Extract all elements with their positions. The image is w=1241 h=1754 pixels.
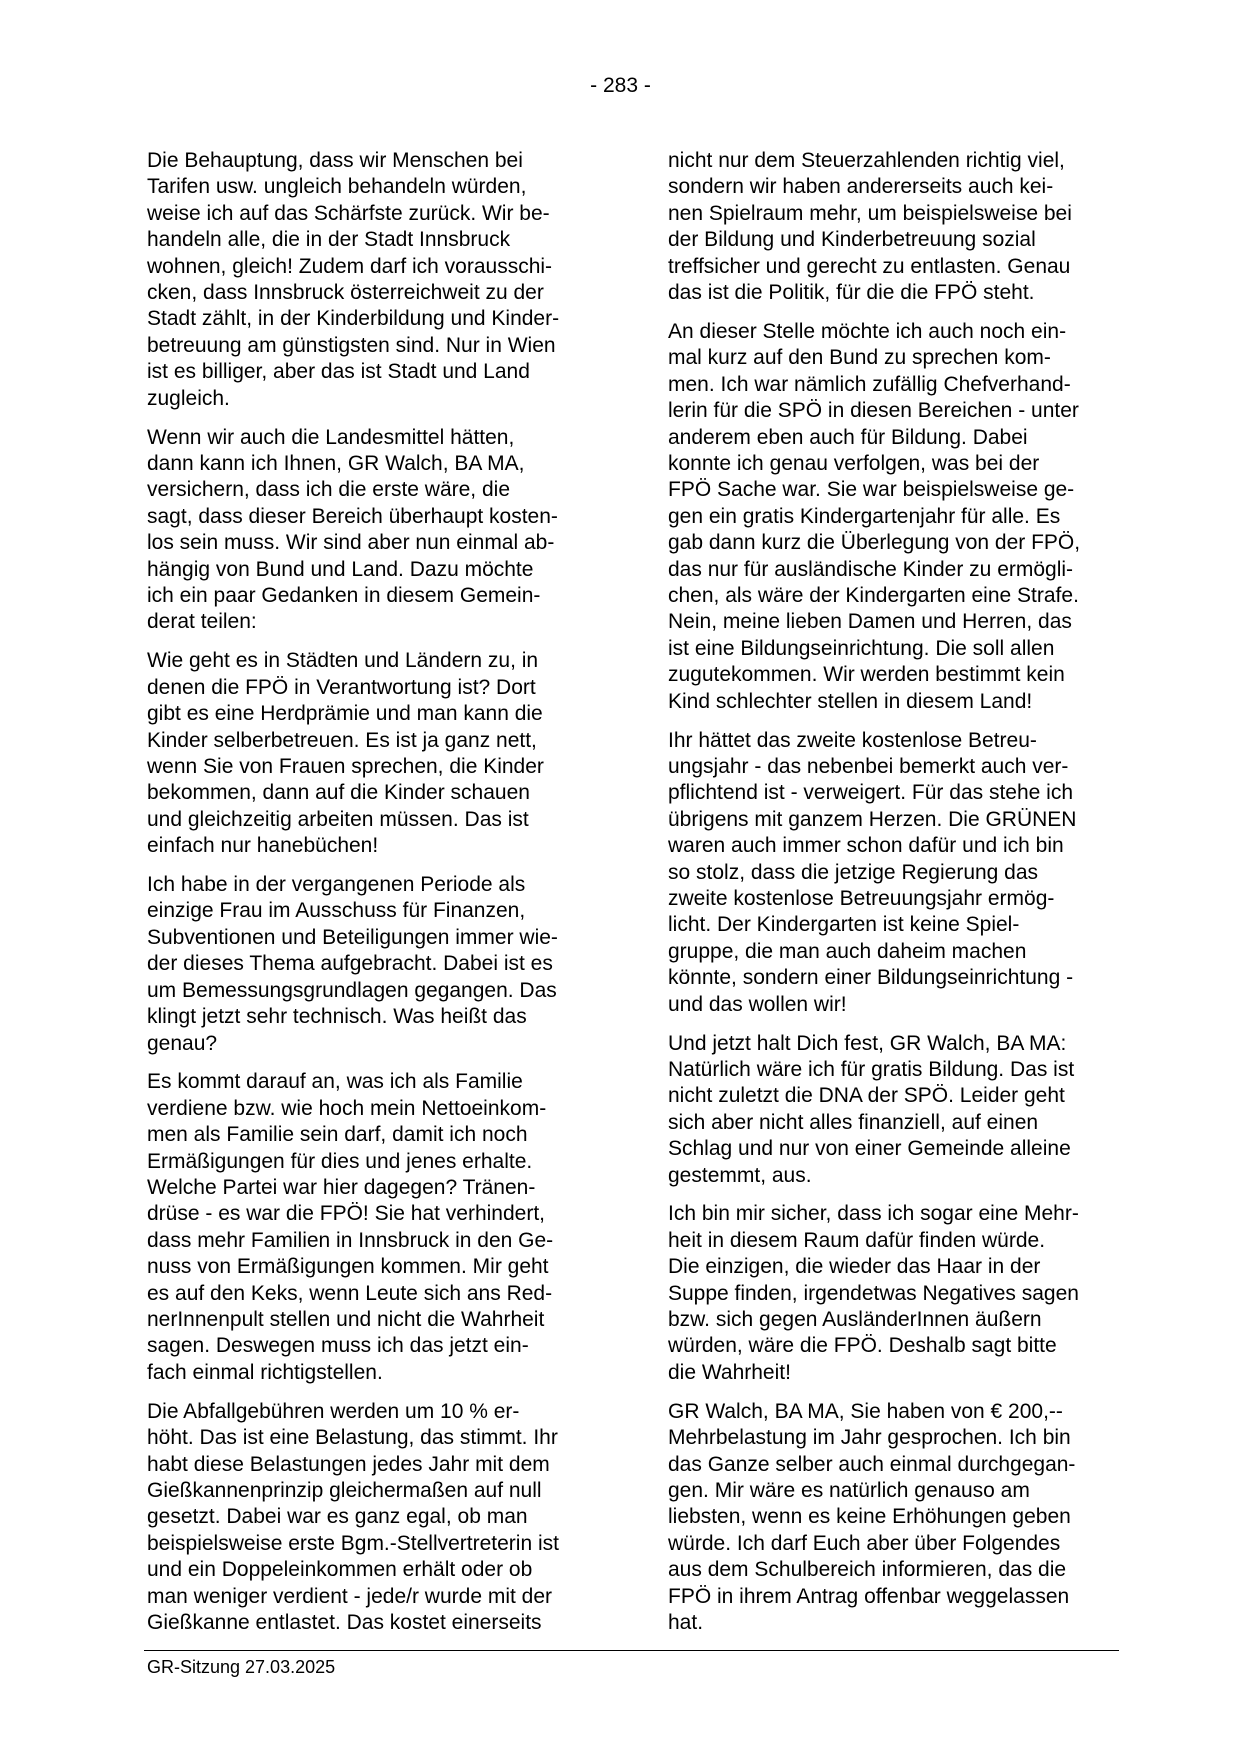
- paragraph: Die Behauptung, dass wir Menschen bei Tarifen usw. ungleich behandeln würden, weise ich auf das Schärfste zurück. Wir be- handeln alle, die in der Stadt Innsbruck wohnen, gleich! Zudem darf ich vorausschi- cken, dass Innsbruck österreichweit zu der Stadt zählt, in der Kinderbildung und Kinder- betreuung am günstigsten sind. Nur in Wien ist es billiger, aber das ist Stadt und Land zugleich.: [147, 149, 560, 410]
- paragraph: Ich habe in der vergangenen Periode als einzige Frau im Ausschuss für Finanzen, Subventionen und Beteiligungen immer wie- der dieses Thema aufgebracht. Dabei ist es um Bemessungsgrundlagen gegangen. Das klingt jetzt sehr technisch. Was heißt das genau?: [147, 873, 558, 1055]
- footer-session-date: GR-Sitzung 27.03.2025: [147, 1657, 336, 1677]
- paragraph: An dieser Stelle möchte ich auch noch ein- mal kurz auf den Bund zu sprechen kom- men. Ich war nämlich zufällig Chefverhand- lerin für die SPÖ in diesen Bereichen - unter anderem eben auch für Bildung. Dabei konnte ich genau verfolgen, was bei der FPÖ Sache war. Sie war beispielsweise ge- gen ein gratis Kindergartenjahr für alle. Es gab dann kurz die Überlegung von der FPÖ, das nur für ausländische Kinder zu ermögli- chen, als wäre der Kindergarten eine Strafe. Nein, meine lieben Damen und Herren, das ist eine Bildungseinrichtung. Die soll allen zugutekommen. Wir werden bestimmt kein Kind schlechter stellen in diesem Land!: [668, 319, 1081, 713]
- paragraph: GR Walch, BA MA, Sie haben von € 200,-- Mehrbelastung im Jahr gesprochen. Ich bin das Ganze selber auch einmal durchgegan- gen. Mir wäre es natürlich genauso am liebsten, wenn es keine Erhöhungen geben würde. Ich darf Euch aber über Folgendes aus dem Schulbereich informieren, das die FPÖ in ihrem Antrag offenbar weggelassen hat.: [668, 1399, 1076, 1635]
- left-column: [147, 148, 587, 1649]
- paragraph: Wie geht es in Städten und Ländern zu, in denen die FPÖ in Verantwortung ist? Dort gibt es eine Herdprämie und man kann die Kinder selberbetreuen. Es ist ja ganz nett, wenn Sie von Frauen sprechen, die Kinder bekommen, dann auf die Kinder schauen und gleichzeitig arbeiten müssen. Das ist einfach nur hanebüchen!: [147, 649, 544, 858]
- page-number: - 283 -: [590, 74, 651, 97]
- paragraph: Die Abfallgebühren werden um 10 % er- höht. Das ist eine Belastung, das stimmt. Ihr habt diese Belastungen jedes Jahr mit dem Gießkannenprinzip gleichermaßen auf null gesetzt. Dabei war es ganz egal, ob man beispielsweise erste Bgm.-Stellvertreterin ist und ein Doppeleinkommen erhält oder ob man weniger verdient - jede/r wurde mit der Gießkanne entlastet. Das kostet einerseits: [147, 1399, 559, 1635]
- paragraph: Ihr hättet das zweite kostenlose Betreu- ungsjahr - das nebenbei bemerkt auch ver- pflichtend ist - verweigert. Für das stehe ich übrigens mit ganzem Herzen. Die GRÜNEN waren auch immer schon dafür und ich bin so stolz, dass die jetzige Regierung das zweite kostenlose Betreuungsjahr ermög- licht. Der Kindergarten ist keine Spiel- gruppe, die man auch daheim machen könnte, sondern einer Bildungseinrichtung - und das wollen wir!: [668, 728, 1077, 1016]
- paragraph: Ich bin mir sicher, dass ich sogar eine Mehr- heit in diesem Raum dafür finden würde. Die einzigen, die wieder das Haar in der Suppe finden, irgendetwas Negatives sagen bzw. sich gegen AusländerInnen äußern würden, wäre die FPÖ. Deshalb sagt bitte die Wahrheit!: [668, 1202, 1079, 1384]
- right-column: [668, 148, 1108, 1649]
- paragraph: Wenn wir auch die Landesmittel hätten, dann kann ich Ihnen, GR Walch, BA MA, versichern, dass ich die erste wäre, die sagt, dass dieser Bereich überhaupt kosten- los sein muss. Wir sind aber nun einmal ab- hängig von Bund und Land. Dazu möchte ich ein paar Gedanken in diesem Gemein- derat teilen:: [147, 425, 558, 634]
- footer-divider: [144, 1650, 1119, 1651]
- paragraph: Es kommt darauf an, was ich als Familie verdiene bzw. wie hoch mein Nettoeinkom- men als Familie sein darf, damit ich noch Ermäßigungen für dies und jenes erhalte. Welche Partei war hier dagegen? Tränen- drüse - es war die FPÖ! Sie hat verhindert, dass mehr Familien in Innsbruck in den Ge- nuss von Ermäßigungen kommen. Mir geht es auf den Keks, wenn Leute sich ans Red- nerInnenpult stellen und nicht die Wahrheit sagen. Deswegen muss ich das jetzt ein- fach einmal richtigstellen.: [147, 1070, 554, 1384]
- paragraph: Und jetzt halt Dich fest, GR Walch, BA MA: Natürlich wäre ich für gratis Bildung. Das ist nicht zuletzt die DNA der SPÖ. Leider geht sich aber nicht alles finanziell, auf einen Schlag und nur von einer Gemeinde alleine gestemmt, aus.: [668, 1031, 1075, 1187]
- paragraph: nicht nur dem Steuerzahlenden richtig viel, sondern wir haben andererseits auch kei- nen Spielraum mehr, um beispielsweise bei der Bildung und Kinderbetreuung sozial treffsicher und gerecht zu entlasten. Genau das ist die Politik, für die die FPÖ steht.: [668, 149, 1072, 305]
